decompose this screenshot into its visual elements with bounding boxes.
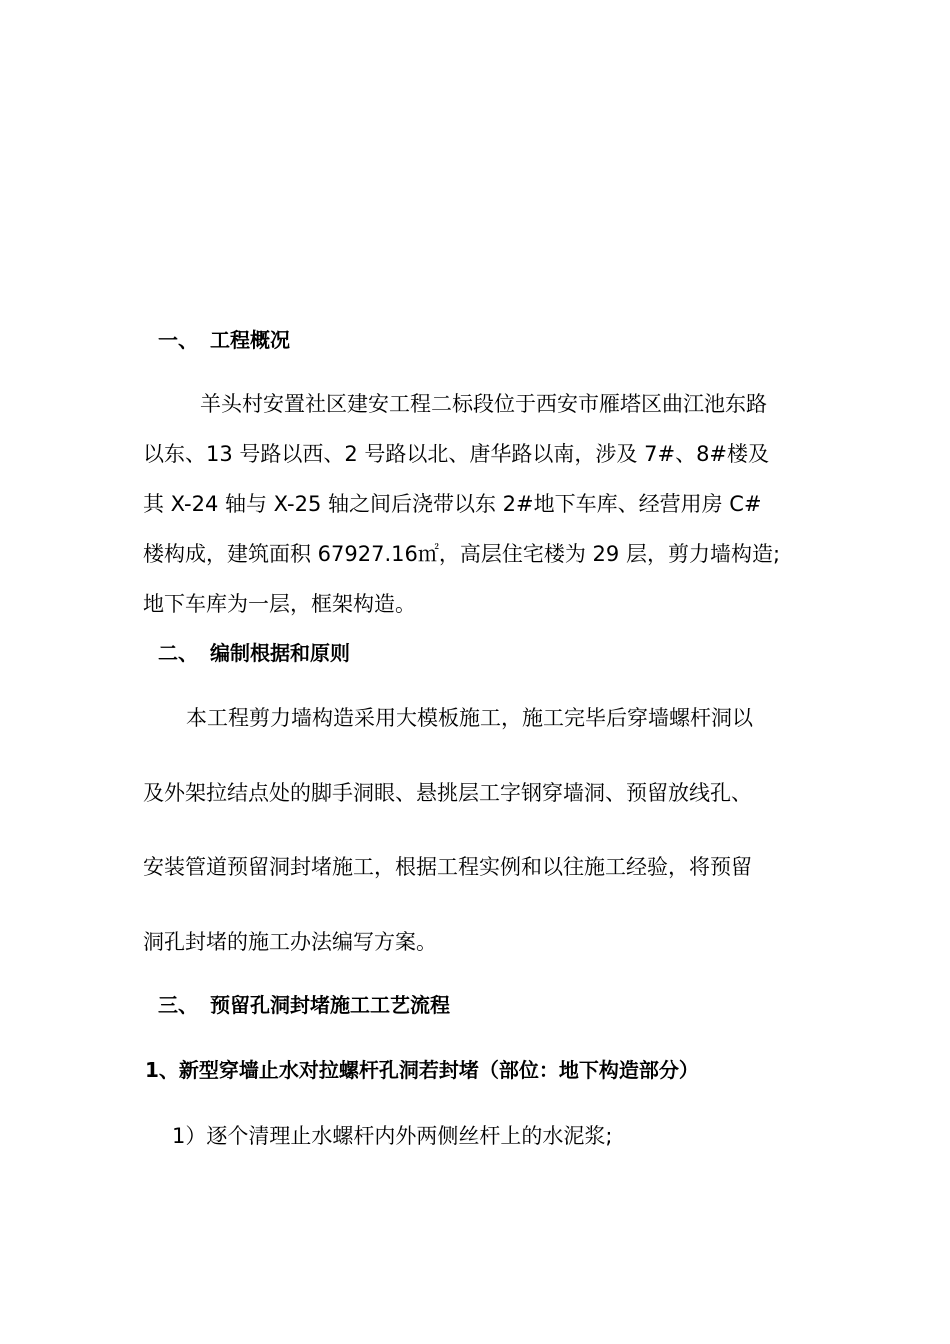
paragraph-line: 本工程剪力墙构造采用大模板施工，施工完毕后穿墙螺杆洞以 xyxy=(186,706,753,730)
paragraph-line: 其 X-24 轴与 X-25 轴之间后浇带以东 2#地下车库、经营用房 C# xyxy=(143,492,762,516)
paragraph-line: 羊头村安置社区建安工程二标段位于西安市雁塔区曲江池东路 xyxy=(200,392,767,416)
section-number: 一、 xyxy=(158,328,198,352)
section-title: 预留孔洞封堵施工工艺流程 xyxy=(210,993,450,1017)
paragraph-line: 地下车库为一层，框架构造。 xyxy=(143,592,416,616)
step-item: 1）逐个清理止水螺杆内外两侧丝杆上的水泥浆; xyxy=(172,1124,613,1148)
paragraph-line: 及外架拉结点处的脚手洞眼、悬挑层工字钢穿墙洞、预留放线孔、 xyxy=(143,781,752,805)
paragraph-line: 安装管道预留洞封堵施工，根据工程实例和以往施工经验，将预留 xyxy=(143,855,752,879)
section-number: 三、 xyxy=(158,993,198,1017)
section-title: 工程概况 xyxy=(210,328,290,352)
paragraph-line: 洞孔封堵的施工办法编写方案。 xyxy=(143,930,437,954)
paragraph-line: 以东、13 号路以西、2 号路以北、唐华路以南，涉及 7#、8#楼及 xyxy=(143,442,770,466)
subsection-heading: 1、新型穿墙止水对拉螺杆孔洞若封堵（部位：地下构造部分） xyxy=(145,1058,699,1082)
section-heading-2 xyxy=(158,639,350,667)
section-heading-3 xyxy=(158,991,450,1019)
paragraph-line: 楼构成，建筑面积 67927.16㎡，高层住宅楼为 29 层，剪力墙构造; xyxy=(143,542,781,566)
section-heading-1 xyxy=(158,326,290,354)
section-number: 二、 xyxy=(158,641,198,665)
section-title: 编制根据和原则 xyxy=(210,641,350,665)
